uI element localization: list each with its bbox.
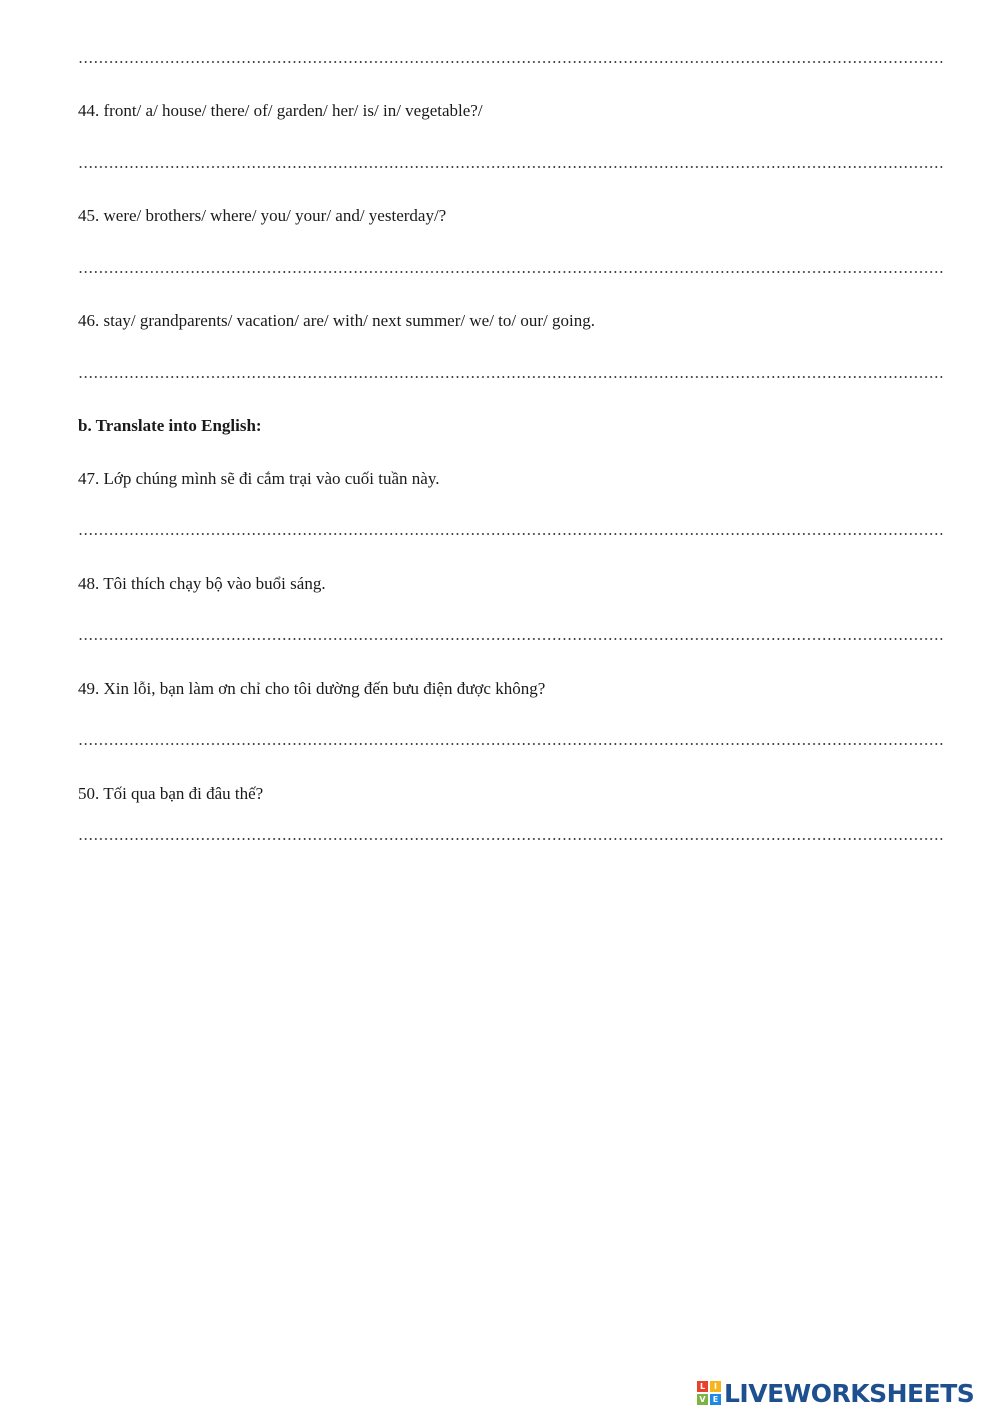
logo-mark-letter-i: I (710, 1381, 721, 1392)
section-b-heading: b. Translate into English: (78, 416, 262, 435)
logo-mark-letter-l: L (697, 1381, 708, 1392)
answer-line-49[interactable] (78, 743, 945, 745)
answer-line-45[interactable] (78, 271, 945, 273)
question-45: 45. were/ brothers/ where/ you/ your/ and/ yesterday/? (78, 206, 447, 225)
liveworksheets-logo (697, 1378, 974, 1408)
logo-text: LIVEWORKSHEETS (724, 1378, 975, 1408)
question-44: 44. front/ a/ house/ there/ of/ garden/ her/ is/ in/ vegetable?/ (78, 101, 483, 120)
answer-line-47[interactable] (78, 533, 945, 535)
question-48: 48. Tôi thích chạy bộ vào buổi sáng. (78, 574, 326, 593)
answer-line-48[interactable] (78, 638, 945, 640)
logo-mark-letter-v: V (697, 1394, 708, 1405)
answer-line-44[interactable] (78, 166, 945, 168)
answer-line-43[interactable] (78, 61, 945, 63)
question-46: 46. stay/ grandparents/ vacation/ are/ with/ next summer/ we/ to/ our/ going. (78, 311, 595, 330)
answer-line-50[interactable] (78, 838, 945, 840)
question-49: 49. Xin lỗi, bạn làm ơn chỉ cho tôi dường đến bưu điện được không? (78, 679, 546, 698)
logo-mark-icon (697, 1381, 721, 1405)
answer-line-46[interactable] (78, 376, 945, 378)
question-47: 47. Lớp chúng mình sẽ đi cắm trại vào cuối tuần này. (78, 469, 440, 488)
question-50: 50. Tối qua bạn đi đâu thế? (78, 784, 264, 803)
logo-mark-letter-e: E (710, 1394, 721, 1405)
